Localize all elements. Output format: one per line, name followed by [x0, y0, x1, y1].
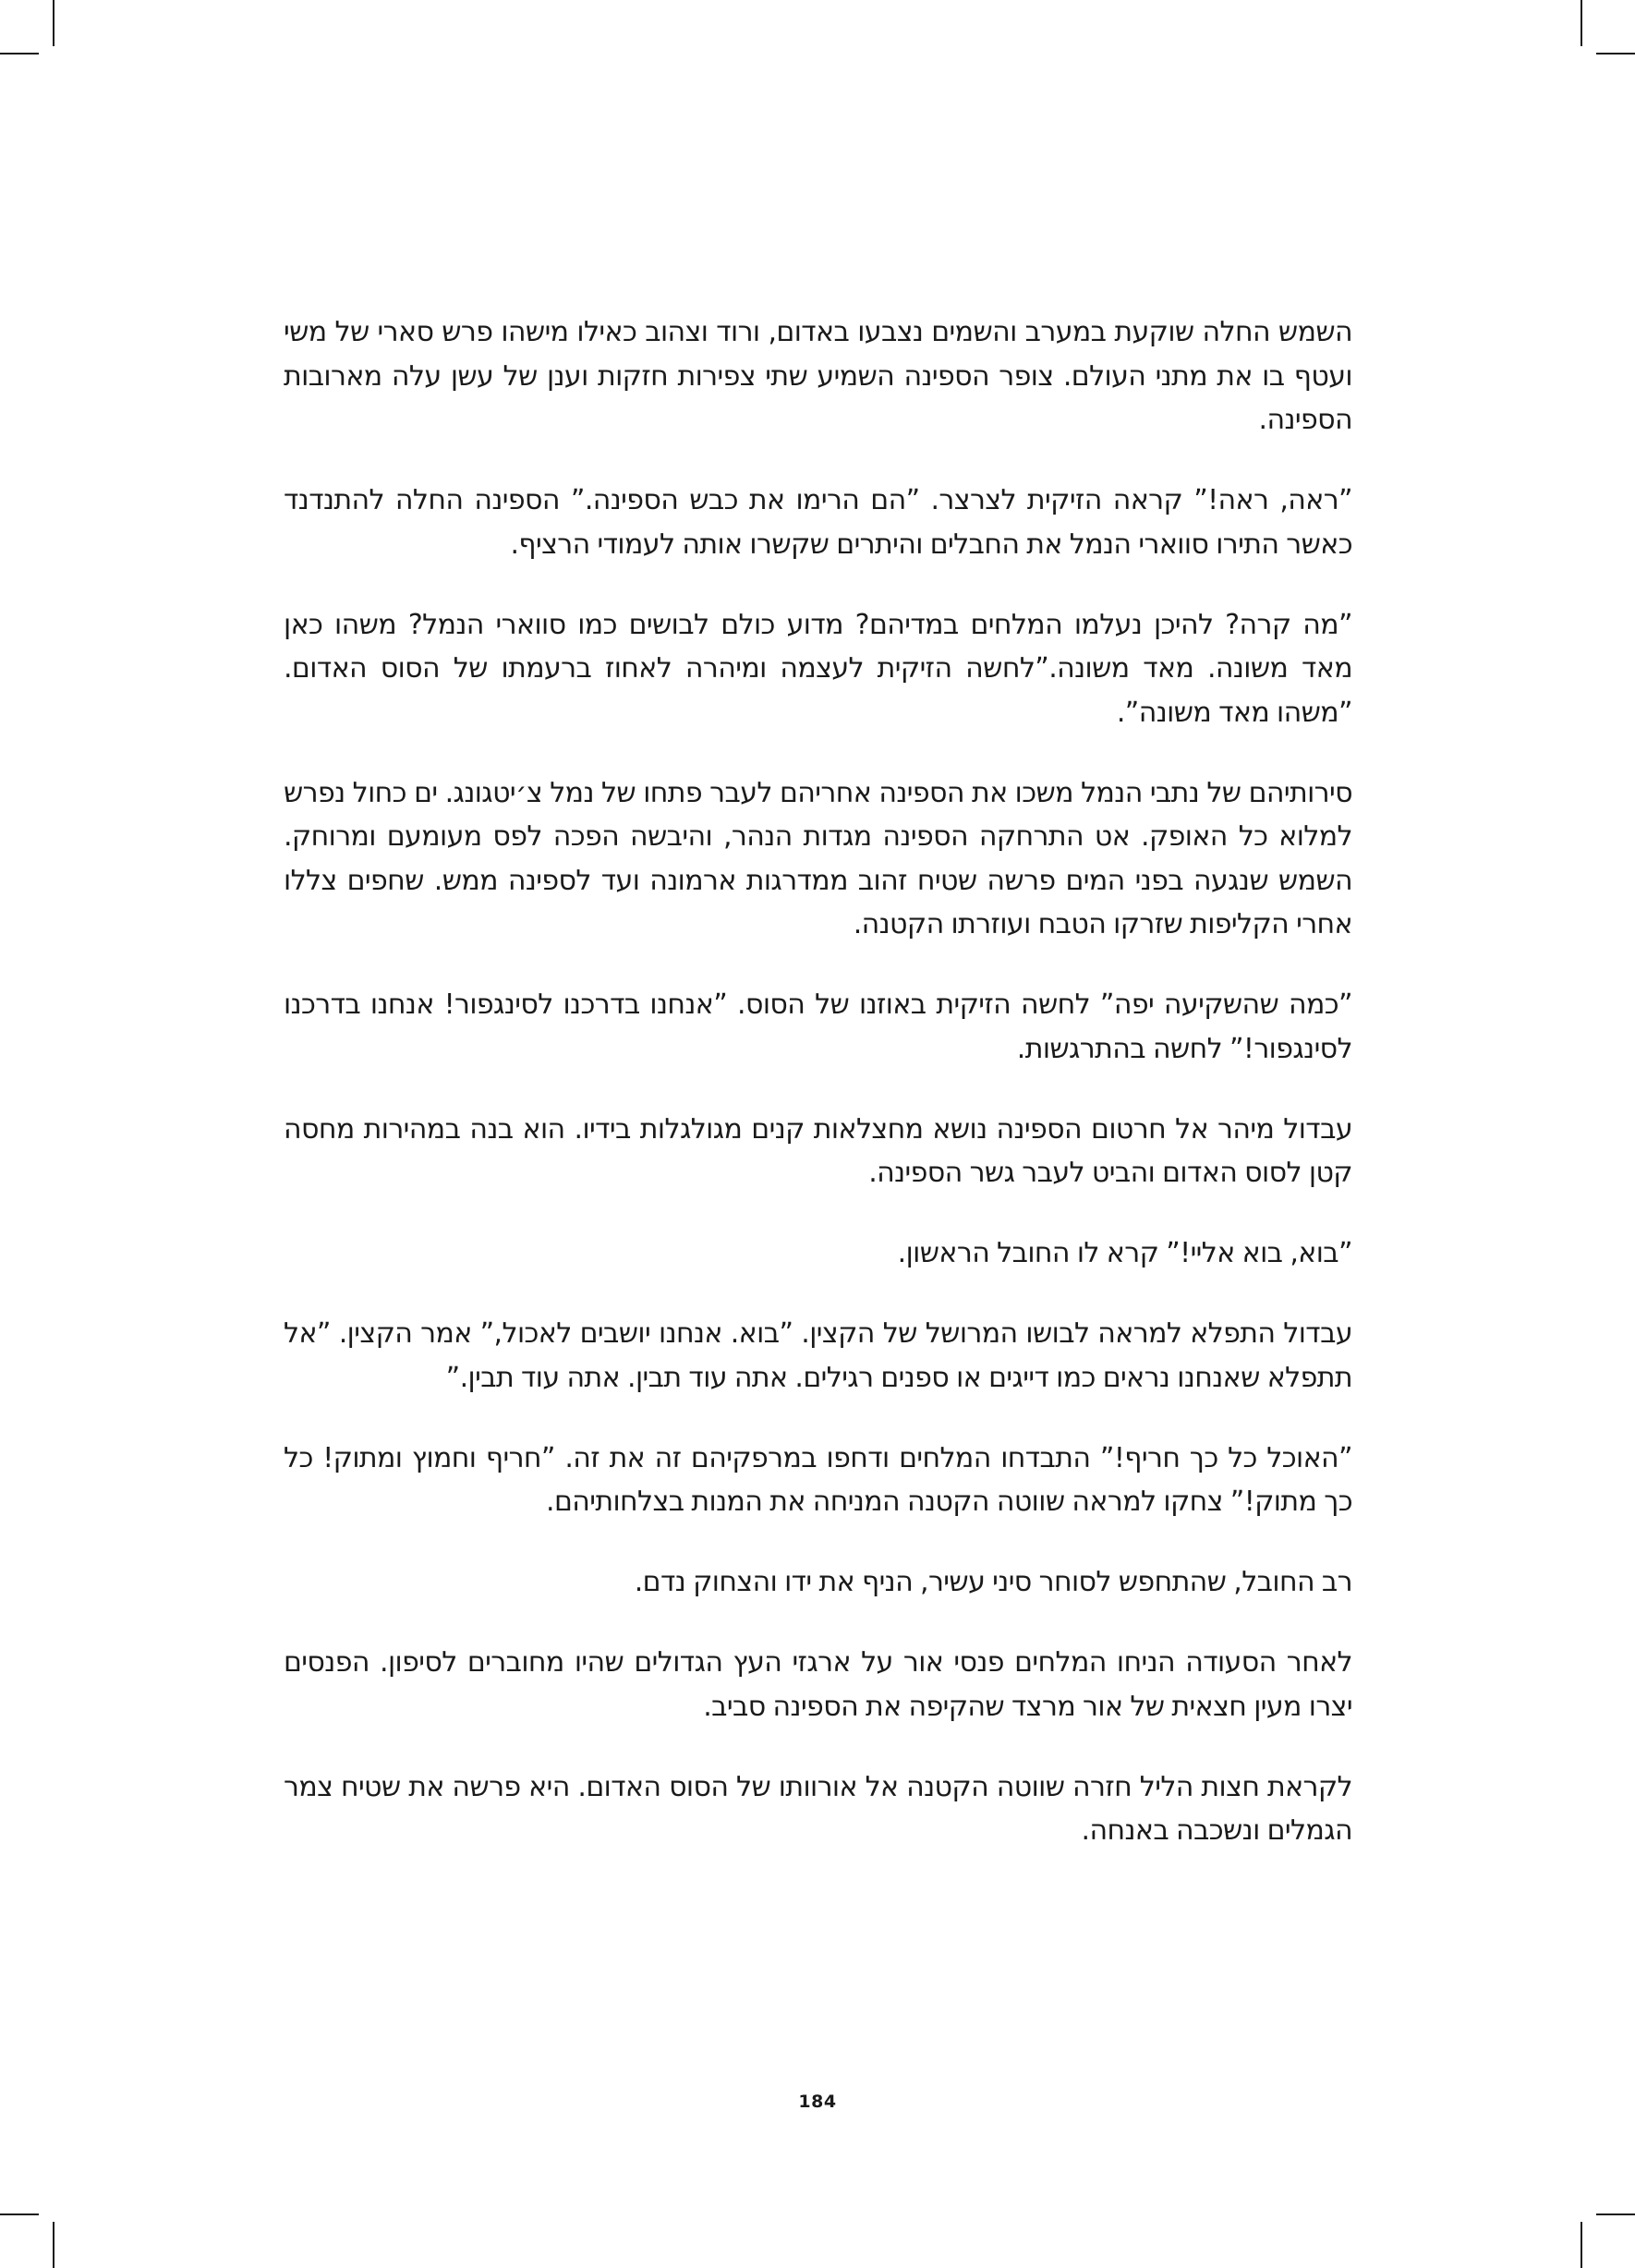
paragraph-5: ”כמה שהשקיעה יפה” לחשה הזיקית באוזנו של הסוס. ”אנחנו בדרכנו לסינגפור! אנחנו בדרכנו לסינגפור!” לחשה בהתרגשות.: [284, 988, 1352, 1065]
crop-mark-top-right-vertical: [1580, 0, 1582, 46]
crop-mark-bottom-left-horizontal: [0, 2213, 39, 2215]
paragraph-10: רב החובל, שהתחפש לסוחר סיני עשיר, הניף את ידו והצחוק נדם.: [634, 1566, 1352, 1598]
crop-mark-bottom-right-horizontal: [1596, 2213, 1635, 2215]
story-text: [284, 310, 1352, 1889]
paragraph-2: ”ראה, ראה!” קראה הזיקית לצרצר. ”הם הרימו את כבש הספינה.” הספינה החלה להתנדנד כאשר התירו סווארי הנמל את החבלים והיתרים שקשרו אותה לעמודי הרציף.: [284, 484, 1352, 561]
paragraph-11: לאחר הסעודה הניחו המלחים פנסי אור על ארגזי העץ הגדולים שהיו מחוברים לסיפון. הפנסים יצרו מעין חצאית של אור מרצד שהקיפה את הספינה סביב.: [284, 1646, 1352, 1723]
paragraph-8: עבדול התפלא למראה לבושו המרושל של הקצין. ”בוא. אנחנו יושבים לאכול,” אמר הקצין. ”אל תתפלא שאנחנו נראים כמו דייגים או ספנים רגילים. אתה עוד תבין. אתה עוד תבין.”: [284, 1317, 1352, 1394]
paragraph-6: עבדול מיהר אל חרטום הספינה נושא מחצלאות קנים מגולגלות בידיו. הוא בנה במהירות מחסה קטן לסוס האדום והביט לעבר גשר הספינה.: [284, 1112, 1352, 1189]
crop-mark-top-left-vertical: [53, 0, 54, 46]
paragraph-9: ”האוכל כל כך חריף!” התבדחו המלחים ודחפו במרפקיהם זה את זה. ”חריף וחמוץ ומתוק! כל כך מתוק!” צחקו למראה שווטה הקטנה המניחה את המנות בצלחותיהם.: [284, 1441, 1352, 1518]
paragraph-12: לקראת חצות הליל חזרה שווטה הקטנה אל אורוותו של הסוס האדום. היא פרשה את שטיח צמר הגמלים ונשכבה באנחה.: [284, 1770, 1352, 1847]
crop-mark-bottom-left-vertical: [53, 2222, 54, 2268]
crop-mark-bottom-right-vertical: [1580, 2222, 1582, 2268]
paragraph-1: השמש החלה שוקעת במערב והשמים נצבעו באדום, ורוד וצהוב כאילו מישהו פרש סארי של משי ועטף בו את מתני העולם. צופר הספינה השמיע שתי צפירות חזקות וענן של עשן עלה מארובות הספינה.: [284, 316, 1352, 436]
paragraph-4: סירותיהם של נתבי הנמל משכו את הספינה אחריהם לעבר פתחו של נמל צ׳יטגונג. ים כחול נפרש למלוא כל האופק. אט התרחקה הספינה מגדות הנהר, והיבשה הפכה לפס מעומעם ומרוחק. השמש שנגעה בפני המים פרשה שטיח זהוב ממדרגות ארמונה ועד לספינה ממש. שחפים צללו אחרי הקליפות שזרקו הטבח ועוזרתו הקטנה.: [284, 776, 1352, 940]
page-number: 184: [798, 2092, 837, 2112]
crop-mark-top-right-horizontal: [1596, 53, 1635, 55]
paragraph-7: ”בוא, בוא אליי!” קרא לו החובל הראשון.: [897, 1237, 1352, 1269]
paragraph-3: ”מה קרה? להיכן נעלמו המלחים במדיהם? מדוע כולם לבושים כמו סווארי הנמל? משהו כאן מאד משונה. מאד משונה.”לחשה הזיקית לעצמה ומיהרה לאחוז ברעמתו של הסוס האדום. ”משהו מאד משונה”.: [284, 608, 1352, 729]
crop-mark-top-left-horizontal: [0, 53, 39, 55]
